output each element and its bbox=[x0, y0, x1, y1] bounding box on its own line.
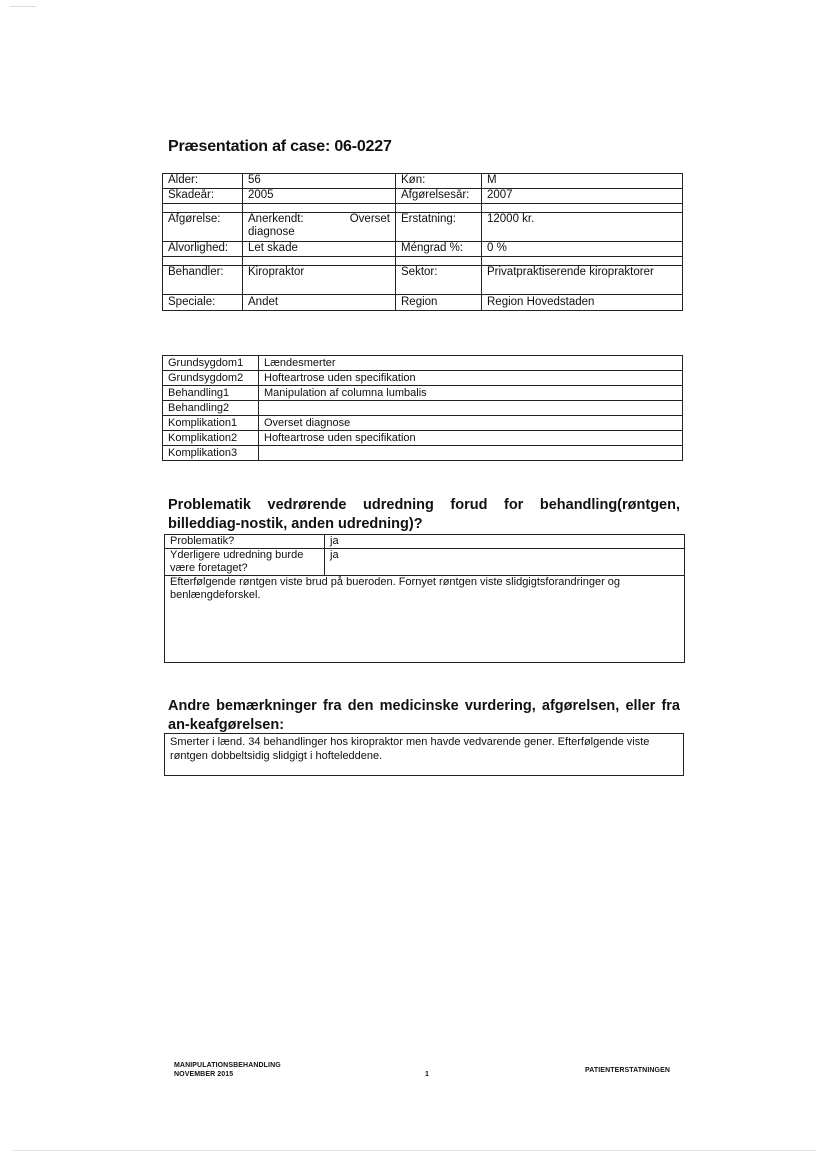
table-row bbox=[163, 401, 683, 416]
speciale-label: Speciale: bbox=[163, 295, 243, 311]
table-row bbox=[163, 446, 683, 461]
diagnosis-value bbox=[259, 446, 683, 461]
alder-value: 56 bbox=[243, 174, 396, 189]
footer-date: NOVEMBER 2015 bbox=[174, 1071, 234, 1078]
skadeaar-label: Skadeår: bbox=[163, 189, 243, 204]
problematik-note: Efterfølgende røntgen viste brud på bueroden. Fornyet røntgen viste slidgigtsforandringer og benlængdeforskel. bbox=[165, 576, 685, 663]
speciale-value: Andet bbox=[243, 295, 396, 311]
diagnosis-label: Behandling2 bbox=[163, 401, 259, 416]
alvorlighed-value: Let skade bbox=[243, 242, 396, 257]
remarks-heading: Andre bemærkninger fra den medicinske vurdering, afgørelsen, eller fra an-keafgørelsen: bbox=[168, 698, 680, 733]
udredning-question: Yderligere udredning burde være foretaget? bbox=[165, 549, 325, 576]
diagnosis-value bbox=[259, 401, 683, 416]
diagnosis-value: Hofteartrose uden specifikation bbox=[259, 431, 683, 446]
diagnosis-label: Grundsygdom2 bbox=[163, 371, 259, 386]
afgoerelse-value-a: Anerkendt: bbox=[248, 213, 304, 225]
case-info-table bbox=[162, 173, 683, 311]
diagnosis-table bbox=[162, 355, 683, 461]
table-row bbox=[163, 386, 683, 401]
koen-label: Køn: bbox=[396, 174, 482, 189]
sektor-label: Sektor: bbox=[396, 266, 482, 295]
erstatning-value: 12000 kr. bbox=[482, 213, 683, 242]
page-number: 1 bbox=[425, 1071, 429, 1078]
afgoerelse-value-c: diagnose bbox=[248, 226, 295, 238]
problematik-answer: ja bbox=[325, 535, 685, 549]
sektor-value: Privatpraktiserende kiropraktorer bbox=[482, 266, 683, 295]
scan-edge-line bbox=[12, 1150, 816, 1151]
scan-artifact bbox=[10, 6, 36, 7]
case-title: Præsentation af case: 06-0227 bbox=[168, 138, 392, 155]
table-row bbox=[163, 431, 683, 446]
remarks-table bbox=[164, 733, 684, 776]
problematik-question: Problematik? bbox=[165, 535, 325, 549]
table-row bbox=[163, 356, 683, 371]
afgoerelse-value bbox=[243, 213, 396, 242]
alvorlighed-label: Alvorlighed: bbox=[163, 242, 243, 257]
afgoerelse-label: Afgørelse: bbox=[163, 213, 243, 242]
skadeaar-value: 2005 bbox=[243, 189, 396, 204]
behandler-label: Behandler: bbox=[163, 266, 243, 295]
diagnosis-value: Hofteartrose uden specifikation bbox=[259, 371, 683, 386]
koen-value: M bbox=[482, 174, 683, 189]
problematik-heading: Problematik vedrørende udredning forud for behandling(røntgen, billeddiag-nostik, anden udredning)? bbox=[168, 497, 680, 532]
diagnosis-label: Komplikation2 bbox=[163, 431, 259, 446]
afgoerelsesaar-value: 2007 bbox=[482, 189, 683, 204]
diagnosis-value: Overset diagnose bbox=[259, 416, 683, 431]
alder-label: Alder: bbox=[163, 174, 243, 189]
afgoerelse-value-b: Overset bbox=[349, 213, 390, 225]
diagnosis-label: Grundsygdom1 bbox=[163, 356, 259, 371]
remarks-text: Smerter i lænd. 34 behandlinger hos kiropraktor men havde vedvarende gener. Efterfølgende viste røntgen dobbeltsidig slidgigt i hofteleddene. bbox=[165, 734, 684, 776]
footer-title: MANIPULATIONSBEHANDLING bbox=[174, 1062, 281, 1069]
mengrad-label: Méngrad %: bbox=[396, 242, 482, 257]
footer-right: PATIENTERSTATNINGEN bbox=[585, 1067, 670, 1074]
erstatning-label: Erstatning: bbox=[396, 213, 482, 242]
diagnosis-value: Lændesmerter bbox=[259, 356, 683, 371]
region-label: Region bbox=[396, 295, 482, 311]
table-row bbox=[163, 371, 683, 386]
footer-left bbox=[174, 1061, 281, 1079]
region-value: Region Hovedstaden bbox=[482, 295, 683, 311]
afgoerelsesaar-label: Afgørelsesår: bbox=[396, 189, 482, 204]
table-row bbox=[163, 416, 683, 431]
diagnosis-label: Komplikation3 bbox=[163, 446, 259, 461]
diagnosis-label: Behandling1 bbox=[163, 386, 259, 401]
udredning-answer: ja bbox=[325, 549, 685, 576]
behandler-value: Kiropraktor bbox=[243, 266, 396, 295]
problematik-table bbox=[164, 534, 685, 663]
mengrad-value: 0 % bbox=[482, 242, 683, 257]
diagnosis-label: Komplikation1 bbox=[163, 416, 259, 431]
diagnosis-value: Manipulation af columna lumbalis bbox=[259, 386, 683, 401]
